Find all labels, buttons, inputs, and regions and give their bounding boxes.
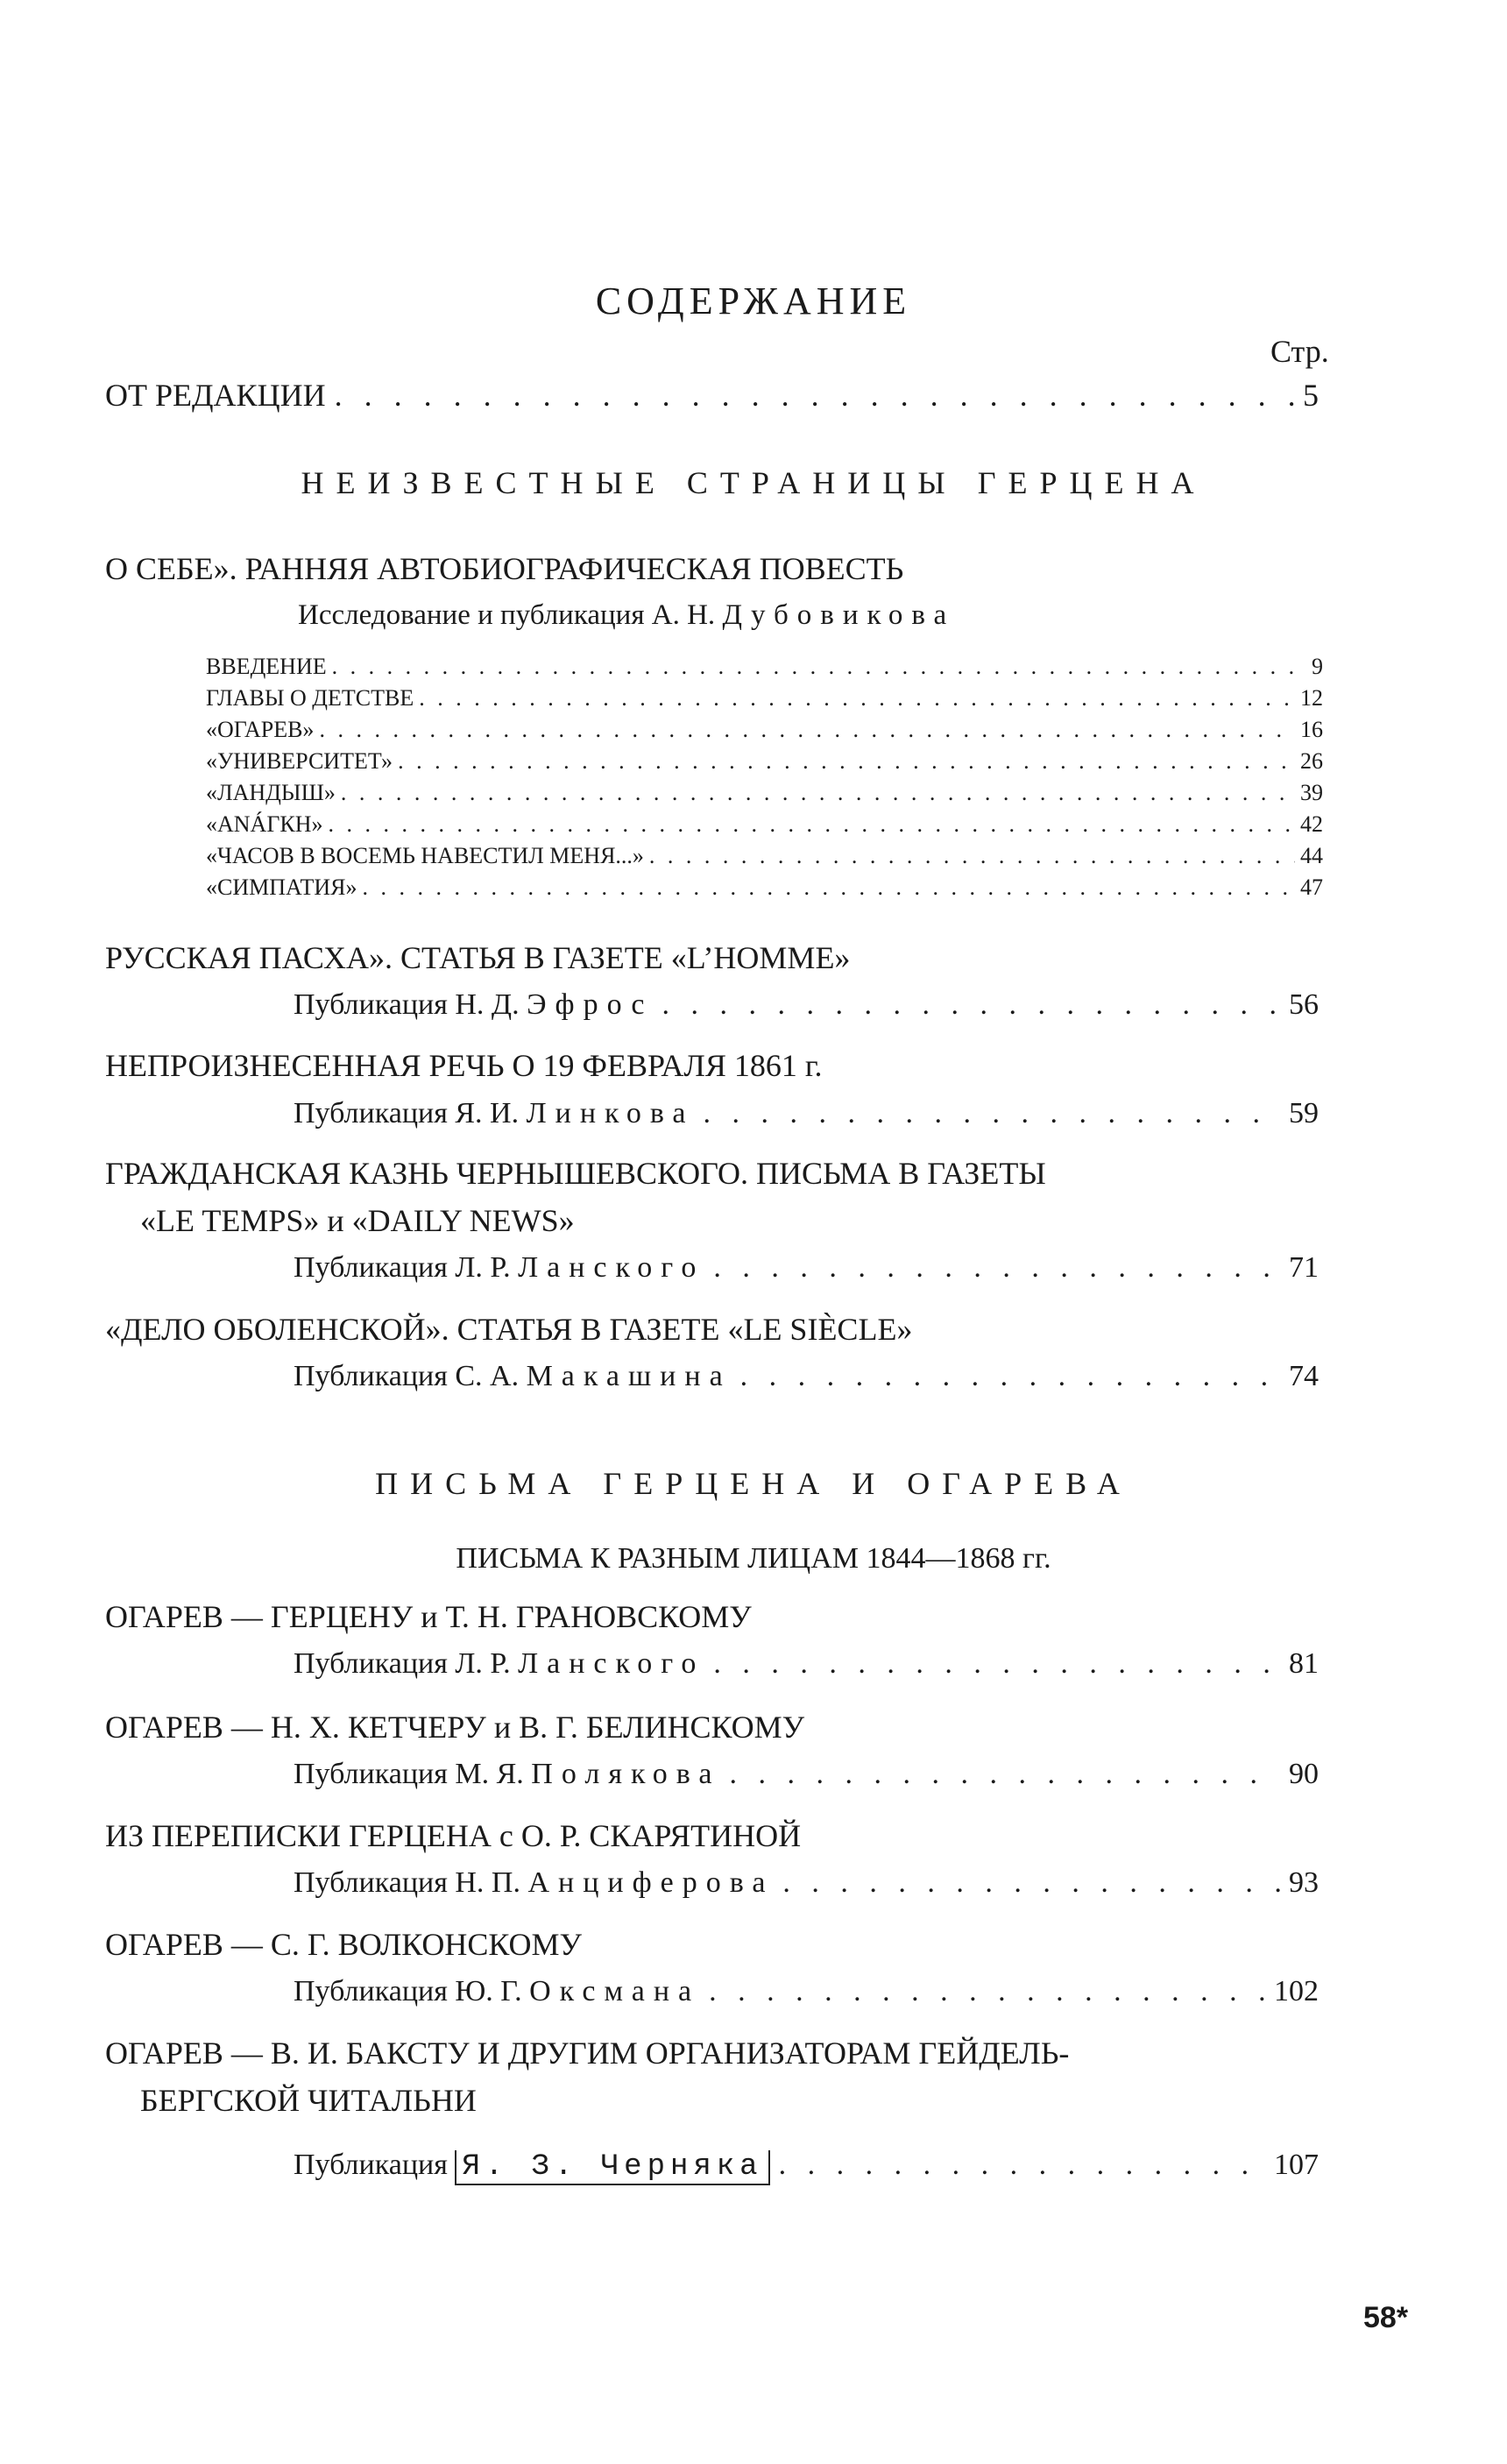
toc-subentry[interactable]: [206, 780, 1323, 806]
leader-dots: [662, 988, 1280, 1022]
leader-dots: [335, 377, 1294, 414]
toc-page-number: 26: [1300, 748, 1323, 774]
leader-dots: [328, 811, 1295, 838]
toc-entry-heading[interactable]: ОГАРЕВ — ГЕРЦЕНУ и Т. Н. ГРАНОВСКОМУ: [105, 1599, 752, 1634]
toc-subentry[interactable]: [206, 843, 1323, 869]
leader-dots: [704, 1097, 1280, 1130]
toc-page-number: 44: [1300, 843, 1323, 868]
toc-subentry[interactable]: [206, 811, 1323, 838]
page-column-label: Стр.: [1270, 334, 1329, 369]
toc-entry-heading[interactable]: РУССКАЯ ПАСХА». СТАТЬЯ В ГАЗЕТЕ «L’HOMME»: [105, 940, 851, 975]
toc-page-number: 42: [1300, 811, 1323, 837]
toc-entry-heading[interactable]: НЕПРОИЗНЕСЕННАЯ РЕЧЬ О 19 ФЕВРАЛЯ 1861 г.: [105, 1048, 823, 1083]
toc-subentry-label: ВВЕДЕНИЕ: [206, 654, 327, 679]
toc-subentry-label: «ОГАРЕВ»: [206, 717, 315, 742]
toc-subentry[interactable]: [206, 717, 1323, 743]
toc-entry-heading-continued: «LE TEMPS» и «DAILY NEWS»: [140, 1203, 575, 1238]
toc-page-number: 71: [1289, 1251, 1319, 1284]
leader-dots: [319, 717, 1295, 743]
credit-name: Ланского: [518, 1647, 705, 1680]
toc-page-number: 74: [1289, 1360, 1319, 1392]
page-number: 58*: [1363, 2301, 1409, 2334]
toc-page-number: 59: [1289, 1097, 1319, 1129]
toc-entry-credit: [298, 599, 955, 632]
credit-label: Публикация Ю. Г.: [294, 1975, 522, 2007]
toc-subentry-label: «ЛАНДЫШ»: [206, 780, 336, 805]
credit-label: Публикация Л. Р.: [294, 1251, 511, 1284]
toc-subentry[interactable]: [206, 874, 1323, 901]
page-title: СОДЕРЖАНИЕ: [595, 280, 912, 322]
credit-name: Макашина: [526, 1360, 732, 1392]
toc-page-number: 16: [1300, 717, 1323, 742]
toc-subentry[interactable]: [206, 654, 1323, 680]
toc-entry-credit: [294, 1647, 1319, 1681]
leader-dots: [740, 1360, 1280, 1393]
toc-subentry[interactable]: [206, 748, 1323, 775]
toc-entry-heading[interactable]: ОГАРЕВ — В. И. БАКСТУ И ДРУГИМ ОРГАНИЗАТОРАМ ГЕЙДЕЛЬ-: [105, 2036, 1070, 2071]
credit-label: Исследование и публикация А. Н.: [298, 599, 716, 631]
toc-page-number: 81: [1289, 1647, 1319, 1680]
toc-page-number: 39: [1300, 780, 1323, 805]
toc-entry-intro[interactable]: [105, 377, 1319, 414]
toc-entry-credit: [294, 1975, 1319, 2008]
toc-entry-credit: [294, 1360, 1319, 1393]
credit-name: Оксмана: [529, 1975, 701, 2007]
toc-subentry-label: «УНИВЕРСИТЕТ»: [206, 748, 393, 774]
toc-page-number: 56: [1289, 988, 1319, 1021]
credit-label: Публикация Л. Р.: [294, 1647, 511, 1680]
toc-entry-heading-continued: БЕРГСКОЙ ЧИТАЛЬНИ: [140, 2083, 477, 2118]
credit-label: Публикация Н. Д.: [294, 988, 520, 1021]
toc-subentry-label: «СИМПАТИЯ»: [206, 874, 357, 900]
toc-subentry[interactable]: [206, 685, 1323, 712]
toc-entry-heading[interactable]: «ДЕЛО ОБОЛЕНСКОЙ». СТАТЬЯ В ГАЗЕТЕ «LE SIÈCLE»: [105, 1312, 913, 1347]
credit-name: Анциферова: [527, 1866, 775, 1899]
leader-dots: [782, 1866, 1280, 1900]
credit-label: Публикация: [294, 2149, 448, 2181]
credit-label: Публикация С. А.: [294, 1360, 520, 1392]
toc-page-number: 5: [1303, 378, 1319, 413]
credit-name: Дубовикова: [722, 599, 956, 631]
toc-subentry-label: «ЧАСОВ В ВОСЕМЬ НАВЕСТИЛ МЕНЯ...»: [206, 843, 644, 868]
credit-label: Публикация М. Я.: [294, 1758, 524, 1790]
leader-dots: [363, 874, 1295, 901]
section-subtitle: ПИСЬМА К РАЗНЫМ ЛИЦАМ 1844—1868 гг.: [456, 1542, 1051, 1575]
toc-entry-heading[interactable]: ОГАРЕВ — С. Г. ВОЛКОНСКОМУ: [105, 1927, 583, 1962]
toc-entry-credit: [294, 1758, 1319, 1791]
credit-name: Я. З. Черняка: [455, 2150, 769, 2185]
leader-dots: [779, 2149, 1265, 2182]
toc-entry-credit: [294, 988, 1319, 1022]
section-title: НЕИЗВЕСТНЫЕ СТРАНИЦЫ ГЕРЦЕНА: [301, 465, 1206, 500]
toc-entry-heading[interactable]: ИЗ ПЕРЕПИСКИ ГЕРЦЕНА с О. Р. СКАРЯТИНОЙ: [105, 1818, 802, 1853]
toc-page-number: 47: [1300, 874, 1323, 900]
leader-dots: [713, 1251, 1280, 1285]
credit-name: Полякова: [531, 1758, 721, 1790]
toc-entry-heading[interactable]: ОГАРЕВ — Н. Х. КЕТЧЕРУ и В. Г. БЕЛИНСКОМУ: [105, 1710, 805, 1745]
leader-dots: [332, 654, 1306, 680]
toc-page-number: 107: [1274, 2149, 1319, 2181]
toc-entry-credit: [294, 1866, 1319, 1900]
leader-dots: [398, 748, 1295, 775]
toc-entry-credit: [294, 2149, 1319, 2185]
leader-dots: [729, 1758, 1280, 1791]
credit-name: Эфрос: [527, 988, 654, 1021]
toc-entry-label: ОТ РЕДАКЦИИ: [105, 378, 326, 413]
leader-dots: [713, 1647, 1280, 1681]
toc-page-number: 9: [1312, 654, 1323, 679]
leader-dots: [709, 1975, 1265, 2008]
credit-name: Ланского: [518, 1251, 705, 1284]
section-title: ПИСЬМА ГЕРЦЕНА И ОГАРЕВА: [375, 1466, 1132, 1501]
credit-label: Публикация Н. П.: [294, 1866, 520, 1899]
toc-subentry-label: «ANÁГКН»: [206, 811, 323, 837]
leader-dots: [341, 780, 1295, 806]
toc-entry-heading[interactable]: ГРАЖДАНСКАЯ КАЗНЬ ЧЕРНЫШЕВСКОГО. ПИСЬМА В ГАЗЕТЫ: [105, 1156, 1046, 1191]
leader-dots: [649, 843, 1295, 869]
toc-subentry-label: ГЛАВЫ О ДЕТСТВЕ: [206, 685, 414, 711]
credit-label: Публикация Я. И.: [294, 1097, 520, 1129]
toc-page-number: 102: [1274, 1975, 1319, 2007]
toc-page-number: 93: [1289, 1866, 1319, 1899]
toc-page-number: 90: [1289, 1758, 1319, 1790]
toc-entry-heading[interactable]: О СЕБЕ». РАННЯЯ АВТОБИОГРАФИЧЕСКАЯ ПОВЕСТЬ: [105, 551, 904, 586]
credit-name: Линкова: [526, 1097, 695, 1129]
toc-entry-credit: [294, 1251, 1319, 1285]
toc-entry-credit: [294, 1097, 1319, 1130]
leader-dots: [419, 685, 1295, 712]
toc-page-number: 12: [1300, 685, 1323, 711]
